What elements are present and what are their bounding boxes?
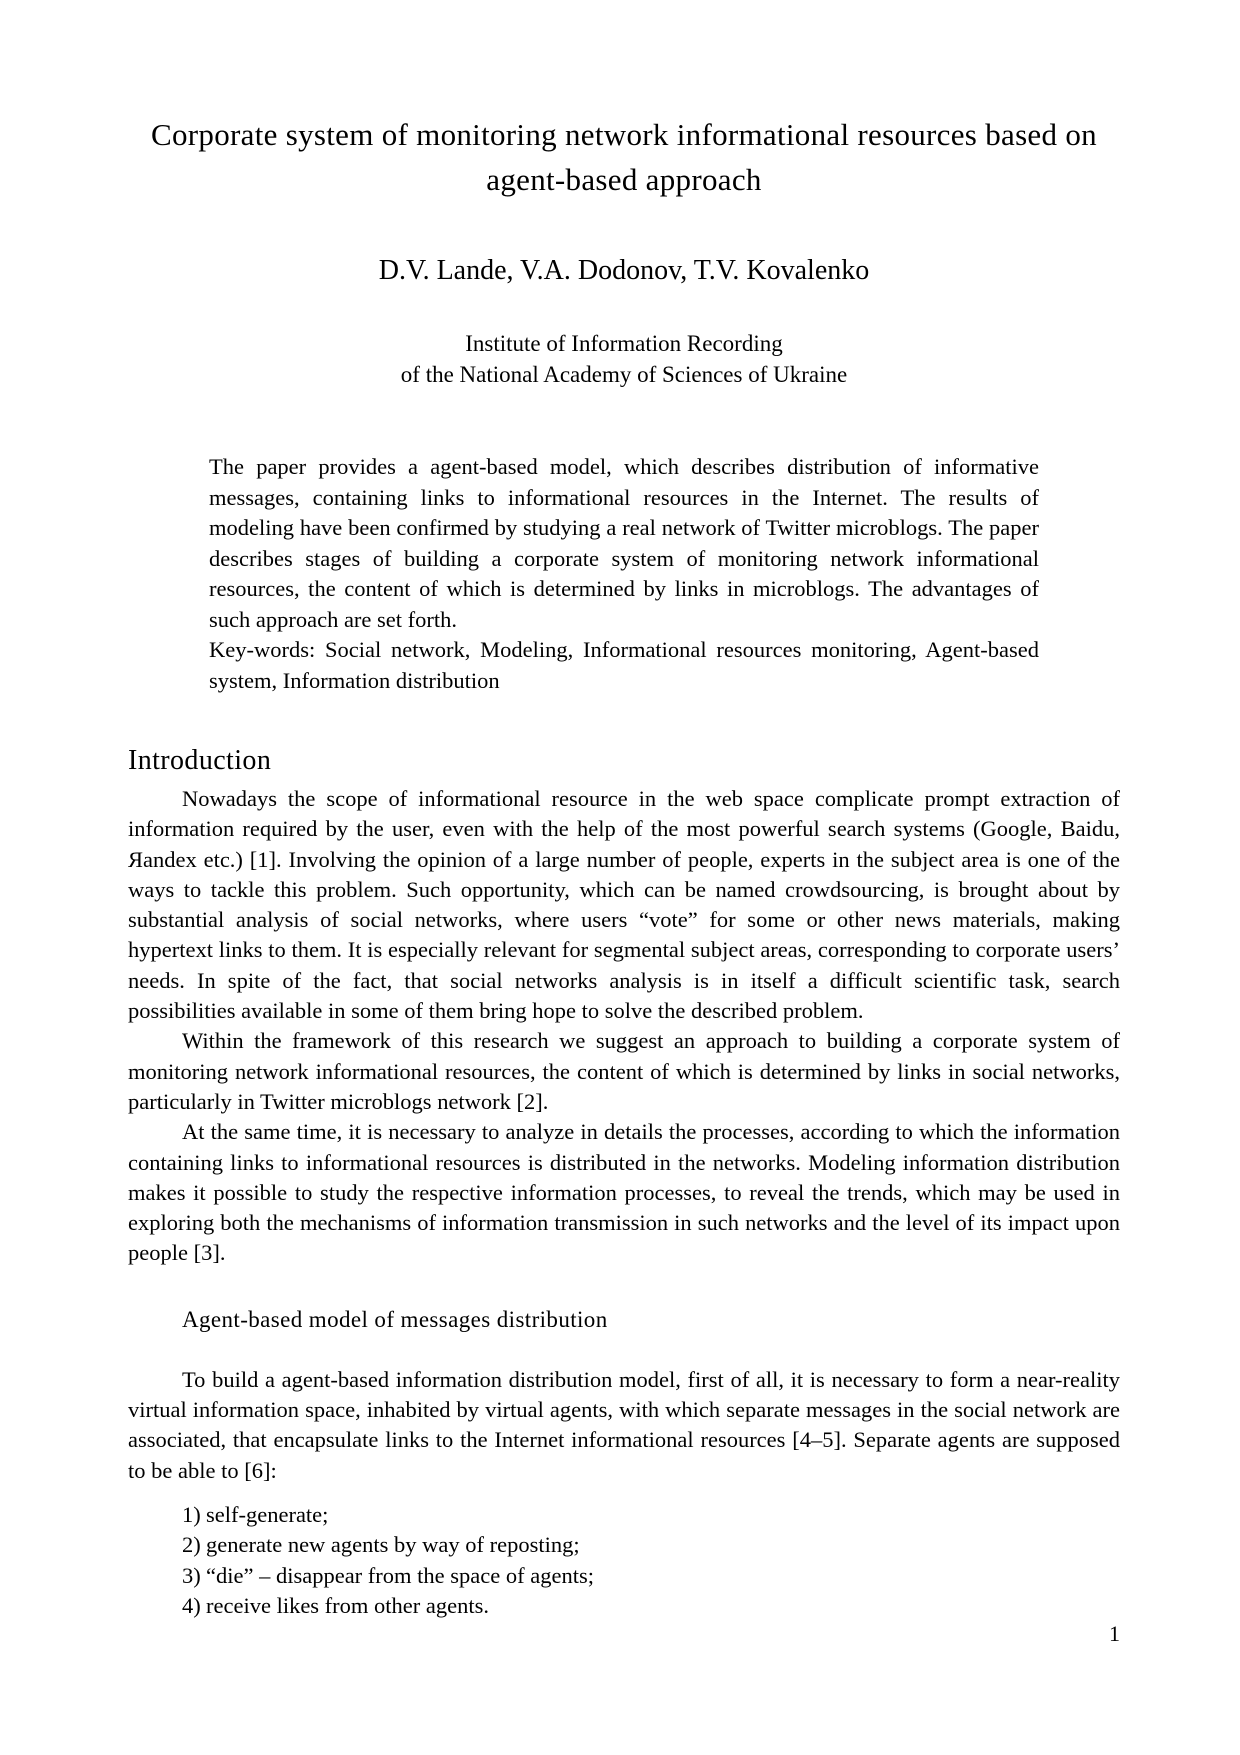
list-item-number: 1) bbox=[182, 1501, 201, 1527]
introduction-paragraph-1: Nowadays the scope of informational resource in the web space complicate prompt extraction of information required by the user, even with the help of the most powerful search systems (Google, Baidu, Яandex etc.) [1]. Involving the opinion of a large number of people, experts in the subject area is one of the ways to tackle this problem. Such opportunity, which can be named crowdsourcing, is brought about by substantial analysis of social networks, where users “vote” for some or other news materials, making hypertext links to them. It is especially relevant for segmental subject areas, corresponding to corporate users’ needs. In spite of the fact, that social networks analysis is in itself a difficult scientific task, search possibilities available in some of them bring hope to solve the described problem. bbox=[128, 786, 1120, 1024]
page-content-column bbox=[128, 0, 1120, 1621]
introduction-paragraph-2: Within the framework of this research we suggest an approach to building a corporate system of monitoring network informational resources, the content of which is determined by links in social networks, particularly in Twitter microblogs network [2]. bbox=[128, 1028, 1120, 1114]
list-item bbox=[128, 1530, 1120, 1560]
introduction-paragraph-3: At the same time, it is necessary to analyze in details the processes, according to which the information containing links to informational resources is distributed in the networks. Modeling information distribution makes it possible to study the respective information processes, to reveal the trends, which may be used in exploring both the mechanisms of information transmission in such networks and the level of its impact upon people [3]. bbox=[128, 1119, 1120, 1266]
abstract-block bbox=[209, 390, 1039, 696]
list-item-label: receive likes from other agents. bbox=[206, 1592, 490, 1618]
page-title: Corporate system of monitoring network informational resources based on agent-based approach bbox=[151, 117, 1097, 197]
list-item-label: “die” – disappear from the space of agents; bbox=[206, 1562, 594, 1588]
list-item-number: 3) bbox=[182, 1562, 201, 1588]
list-item bbox=[128, 1500, 1120, 1530]
keywords-line: Key-words: Social network, Modeling, Informational resources monitoring, Agent-based system, Information distribution bbox=[209, 637, 1039, 693]
section-heading-introduction: Introduction bbox=[128, 745, 272, 776]
affiliation-line-1: Institute of Information Recording bbox=[465, 331, 783, 356]
list-item-number: 2) bbox=[182, 1532, 201, 1558]
author-list: D.V. Lande, V.A. Dodonov, T.V. Kovalenko bbox=[378, 255, 870, 286]
list-item-label: generate new agents by way of reposting; bbox=[206, 1532, 580, 1558]
page-number: 1 bbox=[1109, 1621, 1120, 1646]
abstract-text: The paper provides a agent-based model, which describes distribution of informative messages, containing links to informational resources in the Internet. The results of modeling have been confirmed by studying a real network of Twitter microblogs. The paper describes stages of building a corporate system of monitoring network informational resources, the content of which is determined by links in microblogs. The advantages of such approach are set forth. bbox=[209, 454, 1039, 632]
list-item bbox=[128, 1561, 1120, 1591]
affiliation-line-2: of the National Academy of Sciences of Ukraine bbox=[400, 362, 848, 387]
section-heading-agent-based-model: Agent-based model of messages distribution bbox=[182, 1306, 608, 1332]
list-item-number: 4) bbox=[182, 1592, 201, 1618]
list-item-label: self-generate; bbox=[206, 1501, 329, 1527]
agent-model-paragraph-1: To build a agent-based information distribution model, first of all, it is necessary to form a near-reality virtual information space, inhabited by virtual agents, with which separate messages in the social network are associated, that encapsulate links to the Internet informational resources [4–5]. Separate agents are supposed to be able to [6]: bbox=[128, 1366, 1120, 1483]
list-item bbox=[128, 1591, 1120, 1621]
agent-capabilities-list bbox=[128, 1486, 1120, 1621]
